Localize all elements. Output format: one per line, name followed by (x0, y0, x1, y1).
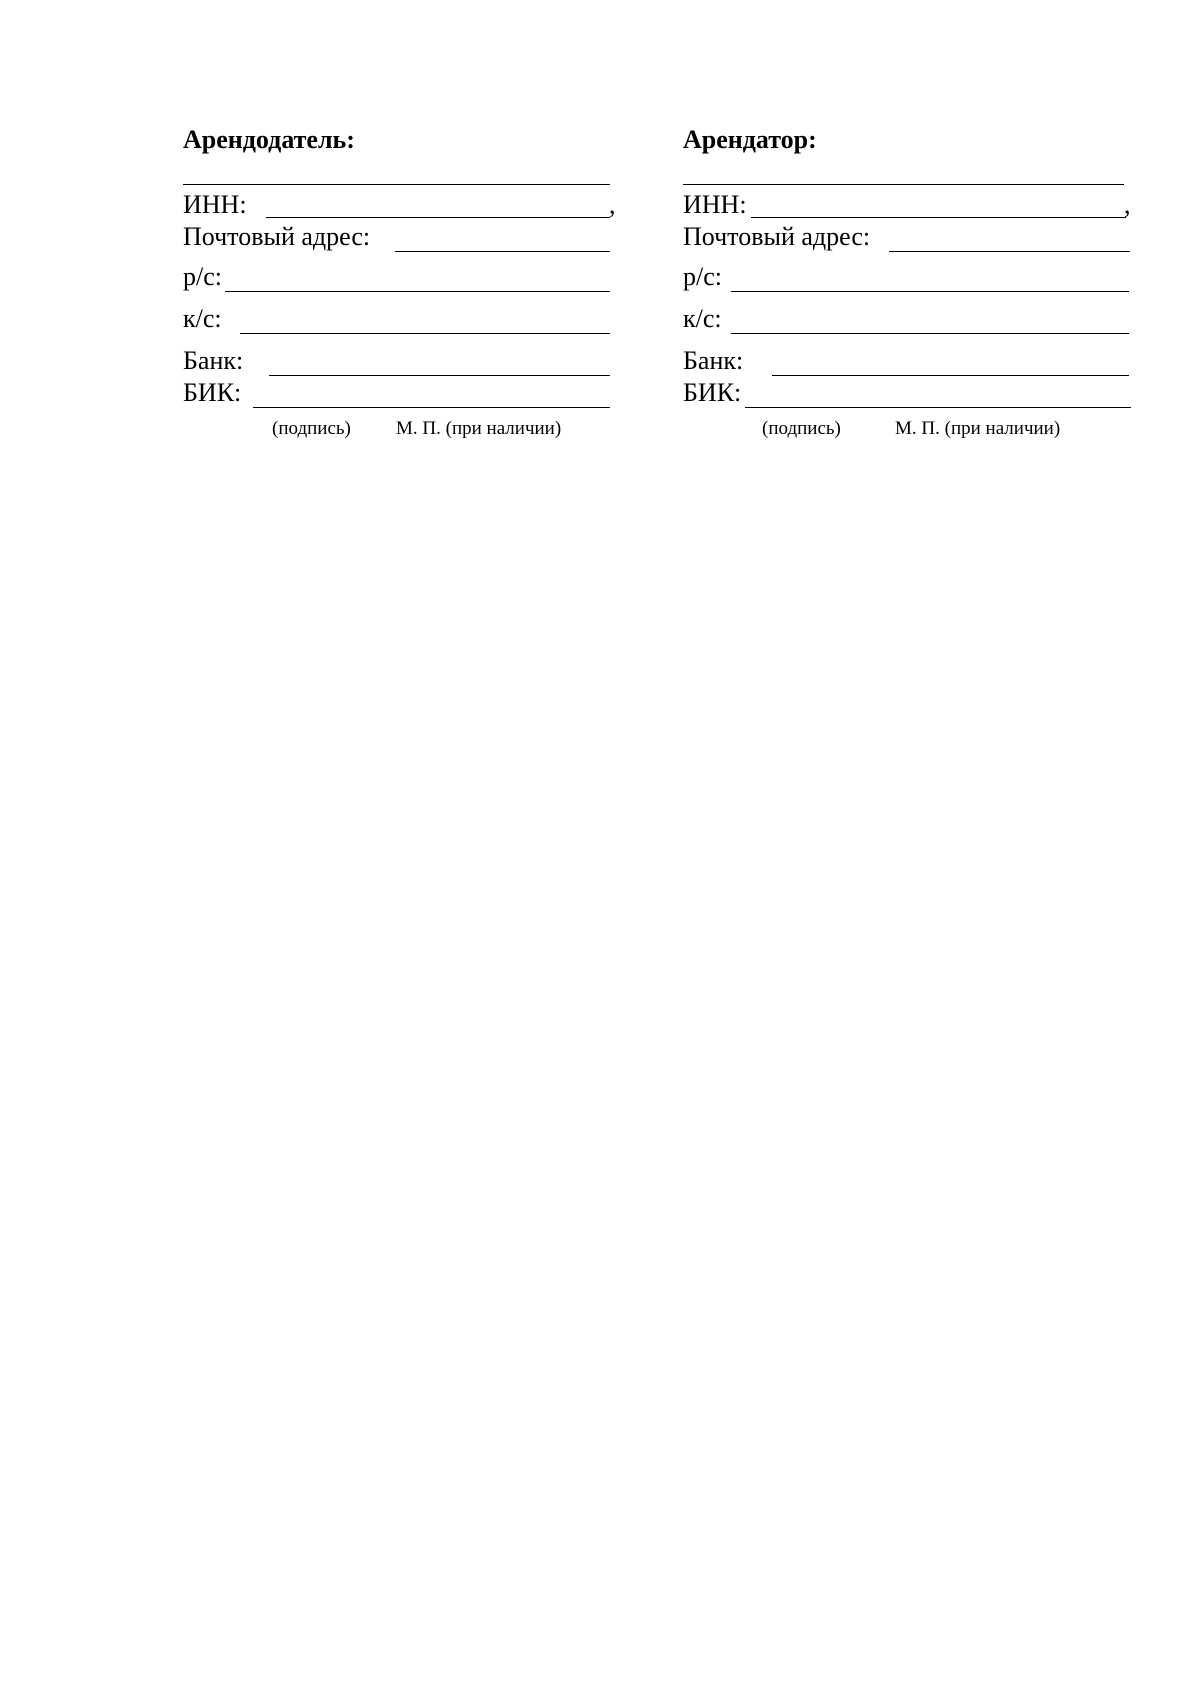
landlord-heading: Арендодатель: (183, 125, 355, 154)
landlord-bank-label: Банк: (183, 346, 244, 375)
landlord-address-label: Почтовый адрес: (183, 222, 371, 251)
tenant-corr-account-label: к/с: (683, 304, 722, 333)
tenant-address-label: Почтовый адрес: (683, 222, 871, 251)
landlord-account-label: р/с: (183, 262, 222, 291)
tenant-bank-label: Банк: (683, 346, 744, 375)
tenant-signature-caption: (подпись) (762, 418, 841, 439)
tenant-account-line (731, 291, 1129, 292)
landlord-corr-account-line (240, 333, 610, 334)
tenant-bik-label: БИК: (683, 378, 742, 407)
tenant-address-line (889, 251, 1130, 252)
landlord-inn-line (266, 217, 610, 218)
landlord-signature-caption: (подпись) (272, 418, 351, 439)
tenant-stamp-caption: М. П. (при наличии) (895, 418, 1061, 439)
tenant-corr-account-line (731, 333, 1129, 334)
tenant-bank-line (772, 375, 1129, 376)
tenant-inn-comma: , (1124, 190, 1131, 219)
landlord-bik-label: БИК: (183, 378, 242, 407)
landlord-address-line (395, 251, 610, 252)
landlord-corr-account-label: к/с: (183, 304, 222, 333)
tenant-account-label: р/с: (683, 262, 722, 291)
tenant-name-line (683, 184, 1124, 185)
landlord-name-line (183, 184, 610, 185)
landlord-stamp-caption: М. П. (при наличии) (396, 418, 562, 439)
tenant-inn-line (751, 217, 1126, 218)
landlord-account-line (225, 291, 610, 292)
tenant-inn-label: ИНН: (683, 190, 747, 219)
landlord-inn-label: ИНН: (183, 190, 247, 219)
tenant-bik-line (745, 407, 1131, 408)
landlord-bik-line (253, 407, 610, 408)
landlord-bank-line (269, 375, 610, 376)
landlord-inn-comma: , (609, 190, 616, 219)
tenant-heading: Арендатор: (683, 125, 817, 154)
